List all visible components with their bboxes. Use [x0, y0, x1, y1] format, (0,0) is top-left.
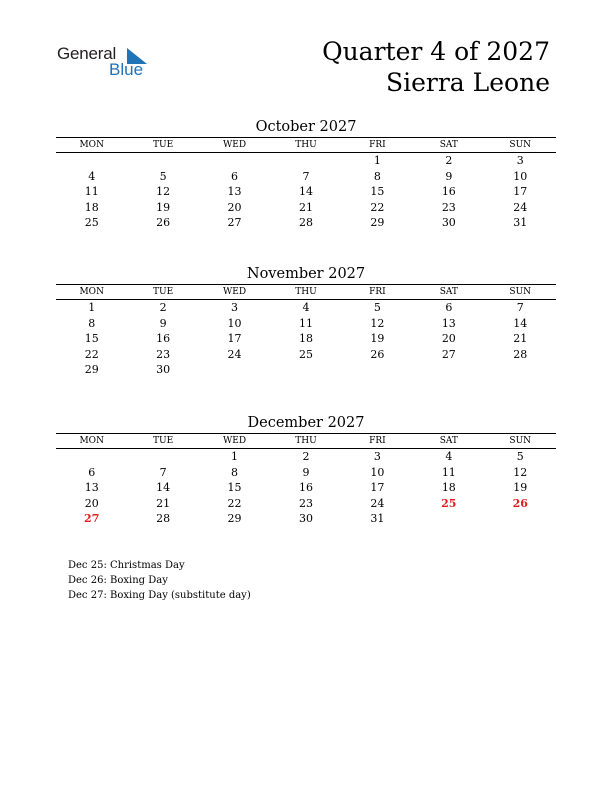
- day-cell: 30: [441, 216, 456, 229]
- day-cell: 10: [227, 316, 242, 330]
- day-cell: 12: [370, 316, 385, 330]
- day-cell: 8: [88, 316, 96, 330]
- day-cell: 18: [84, 200, 99, 214]
- day-cell: 11: [298, 316, 313, 330]
- day-cell: 26: [512, 496, 528, 510]
- day-cell: [199, 362, 270, 378]
- weekday-header: MON: [56, 138, 127, 153]
- day-cell: 12: [156, 185, 171, 198]
- day-cell: [485, 511, 556, 527]
- day-cell: 7: [302, 169, 310, 183]
- day-cell: 7: [159, 465, 167, 479]
- day-cell: 8: [231, 465, 239, 479]
- page-title: [322, 36, 550, 98]
- day-cell: 25: [298, 347, 313, 361]
- logo-blue-text: Blue: [109, 60, 144, 79]
- day-cell: 16: [441, 185, 456, 198]
- day-cell: 2: [159, 301, 167, 314]
- title-country: Sierra Leone: [385, 68, 550, 97]
- day-cell: 22: [84, 347, 99, 361]
- day-cell: 31: [513, 216, 528, 229]
- weekday-header: SUN: [485, 434, 556, 449]
- day-cell: [199, 153, 270, 169]
- day-cell: 9: [159, 316, 167, 330]
- logo-general-text: General: [57, 44, 117, 63]
- weekday-header: THU: [270, 138, 341, 153]
- month-title: November 2027: [246, 266, 366, 282]
- day-cell: 9: [302, 465, 310, 479]
- day-cell: 26: [370, 347, 385, 361]
- logo: [57, 44, 157, 84]
- month-december: [56, 413, 556, 527]
- day-cell: 15: [84, 332, 99, 345]
- day-cell: 19: [513, 481, 528, 494]
- day-cell: 24: [513, 200, 528, 214]
- day-cell: 25: [441, 496, 457, 510]
- day-cell: 15: [370, 185, 385, 198]
- day-cell: [413, 511, 484, 527]
- day-cell: 2: [302, 450, 310, 463]
- day-cell: 6: [88, 465, 96, 479]
- day-cell: 5: [516, 450, 524, 463]
- day-cell: 13: [441, 316, 456, 330]
- day-cell: 28: [298, 216, 313, 229]
- weekday-header: SUN: [485, 138, 556, 153]
- day-cell: 1: [231, 450, 239, 463]
- weekday-header: WED: [199, 285, 270, 300]
- weekday-header: MON: [56, 434, 127, 449]
- weekday-header: THU: [270, 434, 341, 449]
- day-cell: 1: [373, 154, 381, 167]
- day-cell: 21: [298, 200, 313, 214]
- day-cell: 6: [445, 301, 453, 314]
- day-cell: 9: [445, 169, 453, 183]
- day-cell: 3: [373, 450, 381, 463]
- day-cell: 8: [373, 169, 381, 183]
- day-cell: 14: [513, 316, 528, 330]
- day-cell: 5: [373, 301, 381, 314]
- day-cell: 11: [84, 185, 99, 198]
- day-cell: 23: [298, 496, 313, 510]
- day-cell: 18: [441, 481, 456, 494]
- holiday-note: Dec 27: Boxing Day (substitute day): [68, 590, 251, 601]
- day-cell: 5: [159, 169, 167, 183]
- day-cell: 4: [445, 450, 453, 463]
- day-cell: 17: [370, 481, 385, 494]
- day-cell: 13: [227, 185, 242, 198]
- day-cell: 7: [516, 301, 524, 314]
- day-cell: 10: [513, 169, 528, 183]
- day-cell: 20: [227, 200, 242, 214]
- day-cell: 19: [156, 200, 171, 214]
- day-cell: 29: [370, 216, 385, 229]
- day-cell: 17: [227, 332, 242, 345]
- day-cell: 4: [302, 301, 310, 314]
- day-cell: 16: [156, 332, 171, 345]
- day-cell: 21: [513, 332, 528, 345]
- day-cell: [485, 362, 556, 378]
- day-cell: 26: [156, 216, 171, 229]
- day-cell: 28: [156, 512, 171, 525]
- month-grid: [56, 434, 556, 527]
- day-cell: [56, 153, 127, 169]
- day-cell: 3: [231, 301, 239, 314]
- weekday-header: FRI: [342, 434, 413, 449]
- day-cell: 27: [84, 512, 100, 525]
- holiday-note: Dec 26: Boxing Day: [68, 575, 168, 586]
- day-cell: [56, 449, 127, 465]
- weekday-header: TUE: [127, 434, 198, 449]
- day-cell: 29: [227, 512, 242, 525]
- day-cell: [342, 362, 413, 378]
- month-grid: [56, 285, 556, 378]
- day-cell: [127, 153, 198, 169]
- day-cell: 20: [84, 496, 99, 510]
- day-cell: 25: [84, 216, 99, 229]
- weekday-header: SUN: [485, 285, 556, 300]
- weekday-header: WED: [199, 138, 270, 153]
- day-cell: 13: [84, 481, 99, 494]
- day-cell: 14: [156, 481, 171, 494]
- month-title: December 2027: [247, 415, 365, 431]
- day-cell: 30: [298, 512, 313, 525]
- day-cell: 20: [441, 332, 456, 345]
- month-title: October 2027: [255, 119, 357, 135]
- day-cell: 17: [513, 185, 528, 198]
- day-cell: 18: [298, 332, 313, 345]
- title-quarter: Quarter 4 of 2027: [322, 37, 550, 66]
- holiday-notes: [68, 558, 251, 603]
- day-cell: 12: [513, 465, 528, 479]
- day-cell: 6: [231, 169, 239, 183]
- day-cell: 11: [441, 465, 456, 479]
- weekday-header: SAT: [413, 138, 484, 153]
- day-cell: 19: [370, 332, 385, 345]
- day-cell: 2: [445, 154, 453, 167]
- month-november: [56, 264, 556, 378]
- weekday-header: WED: [199, 434, 270, 449]
- day-cell: 15: [227, 481, 242, 494]
- day-cell: 4: [88, 169, 96, 183]
- day-cell: 31: [370, 512, 385, 525]
- day-cell: [127, 449, 198, 465]
- day-cell: 30: [156, 363, 171, 376]
- day-cell: 16: [298, 481, 313, 494]
- day-cell: [270, 153, 341, 169]
- day-cell: 27: [227, 216, 242, 229]
- day-cell: 1: [88, 301, 96, 314]
- day-cell: 21: [156, 496, 171, 510]
- day-cell: 3: [516, 154, 524, 167]
- day-cell: [413, 362, 484, 378]
- day-cell: 24: [370, 496, 385, 510]
- day-cell: 28: [513, 347, 528, 361]
- month-grid: [56, 138, 556, 231]
- day-cell: 23: [441, 200, 456, 214]
- holiday-note: Dec 25: Christmas Day: [68, 560, 185, 571]
- weekday-header: THU: [270, 285, 341, 300]
- weekday-header: FRI: [342, 138, 413, 153]
- day-cell: 22: [227, 496, 242, 510]
- weekday-header: MON: [56, 285, 127, 300]
- month-october: [56, 117, 556, 231]
- day-cell: 24: [227, 347, 242, 361]
- day-cell: 14: [298, 185, 313, 198]
- weekday-header: TUE: [127, 285, 198, 300]
- weekday-header: FRI: [342, 285, 413, 300]
- weekday-header: SAT: [413, 285, 484, 300]
- day-cell: 23: [156, 347, 171, 361]
- day-cell: 22: [370, 200, 385, 214]
- day-cell: 10: [370, 465, 385, 479]
- day-cell: 27: [441, 347, 456, 361]
- weekday-header: SAT: [413, 434, 484, 449]
- weekday-header: TUE: [127, 138, 198, 153]
- day-cell: 29: [84, 363, 99, 376]
- day-cell: [270, 362, 341, 378]
